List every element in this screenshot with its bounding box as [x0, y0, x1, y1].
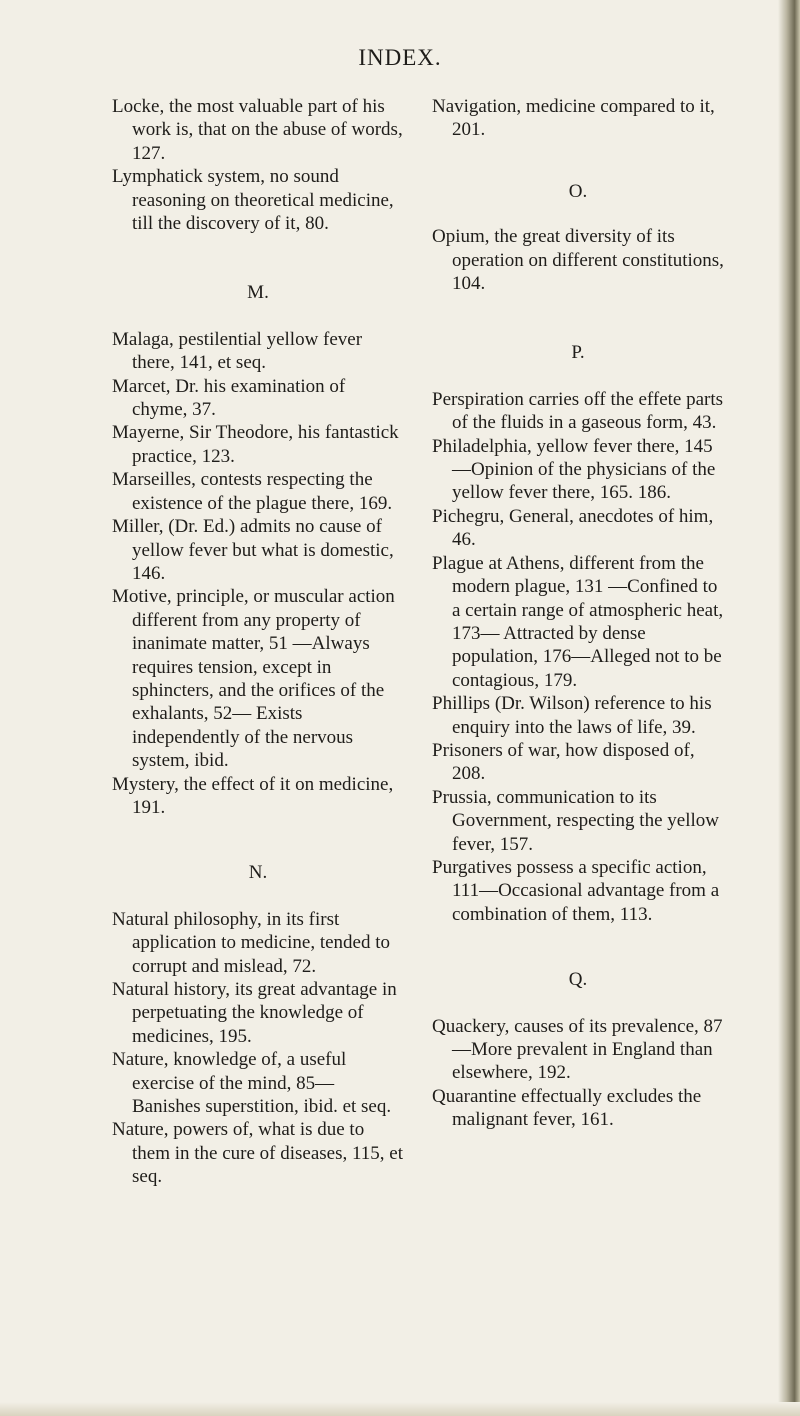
- index-entry: Natural philosophy, in its first application to medicine, tended to corrupt and mislead, 72.: [112, 908, 391, 977]
- index-entry: Opium, the great diversity of its operation on different constitutions, 104.: [432, 226, 724, 295]
- section-letter-q: Q.: [568, 969, 588, 991]
- left-column: [112, 95, 404, 1189]
- page-edge-shadow: [778, 0, 800, 1416]
- right-column: [432, 95, 724, 1132]
- index-entry: Marcet, Dr. his examination of chyme, 37.: [112, 375, 346, 421]
- index-entry: Mystery, the effect of it on medicine, 191.: [112, 773, 394, 818]
- index-entry: Perspiration carries off the effete parts of the fluids in a gaseous form, 43.: [432, 388, 724, 434]
- index-entry: Quarantine effectually excludes the malignant fever, 161.: [432, 1085, 702, 1131]
- section-letter-o: O.: [568, 180, 588, 202]
- index-entry: Malaga, pestilential yellow fever there, 141, et seq.: [112, 328, 363, 374]
- index-entry: Purgatives possess a specific action, 111—Occasional advantage from a combination of them, 113.: [432, 856, 720, 925]
- index-entry: Quackery, causes of its prevalence, 87—More prevalent in England than elsewhere, 192.: [432, 1015, 723, 1084]
- index-entry: Mayerne, Sir Theodore, his fantastick practice, 123.: [112, 422, 399, 467]
- index-entry: Navigation, medicine compared to it, 201.: [432, 96, 715, 141]
- index-entry: Marseilles, contests respecting the existence of the plague there, 169.: [112, 469, 393, 514]
- index-entry: Miller, (Dr. Ed.) admits no cause of yellow fever but what is domestic, 146.: [112, 516, 394, 584]
- index-entry: Nature, knowledge of, a useful exercise of the mind, 85— Banishes superstition, ibid. et seq.: [112, 1049, 392, 1118]
- index-entry: Prisoners of war, how disposed of, 208.: [432, 739, 695, 785]
- index-entry: Natural history, its great advantage in perpetuating the knowledge of medicines, 195.: [112, 979, 397, 1047]
- index-entry: Plague at Athens, different from the modern plague, 131 —Confined to a certain range of atmospheric heat, 173— Attracted by dense population, 176—Alleged not to be contagious, 179.: [432, 552, 724, 691]
- page-header: INDEX.: [358, 45, 442, 70]
- page-bottom-edge: [0, 1402, 800, 1416]
- index-entry: Pichegru, General, anecdotes of him, 46.: [432, 505, 714, 551]
- index-entry: Philadelphia, yellow fever there, 145—Opinion of the physicians of the yellow fever there, 165. 186.: [432, 435, 716, 504]
- index-entry: Prussia, communication to its Government, respecting the yellow fever, 157.: [432, 786, 719, 855]
- index-entry: Locke, the most valuable part of his work is, that on the abuse of words, 127.: [112, 96, 403, 164]
- section-letter-p: P.: [571, 342, 585, 364]
- index-entry: Phillips (Dr. Wilson) reference to his enquiry into the laws of life, 39.: [432, 693, 712, 738]
- index-entry: Lymphatick system, no sound reasoning on theoretical medicine, till the discovery of it, 80.: [112, 166, 394, 235]
- section-letter-n: N.: [248, 862, 268, 884]
- index-entry: Nature, powers of, what is due to them in the cure of diseases, 115, et seq.: [112, 1119, 404, 1188]
- section-letter-m: M.: [247, 282, 269, 304]
- index-entry: Motive, principle, or muscular action different from any property of inanimate matter, 51 —Always requires tension, except in sphincters, and the orifices of the exhalants, 52— Exists independently of the nervous system, ibid.: [112, 586, 395, 772]
